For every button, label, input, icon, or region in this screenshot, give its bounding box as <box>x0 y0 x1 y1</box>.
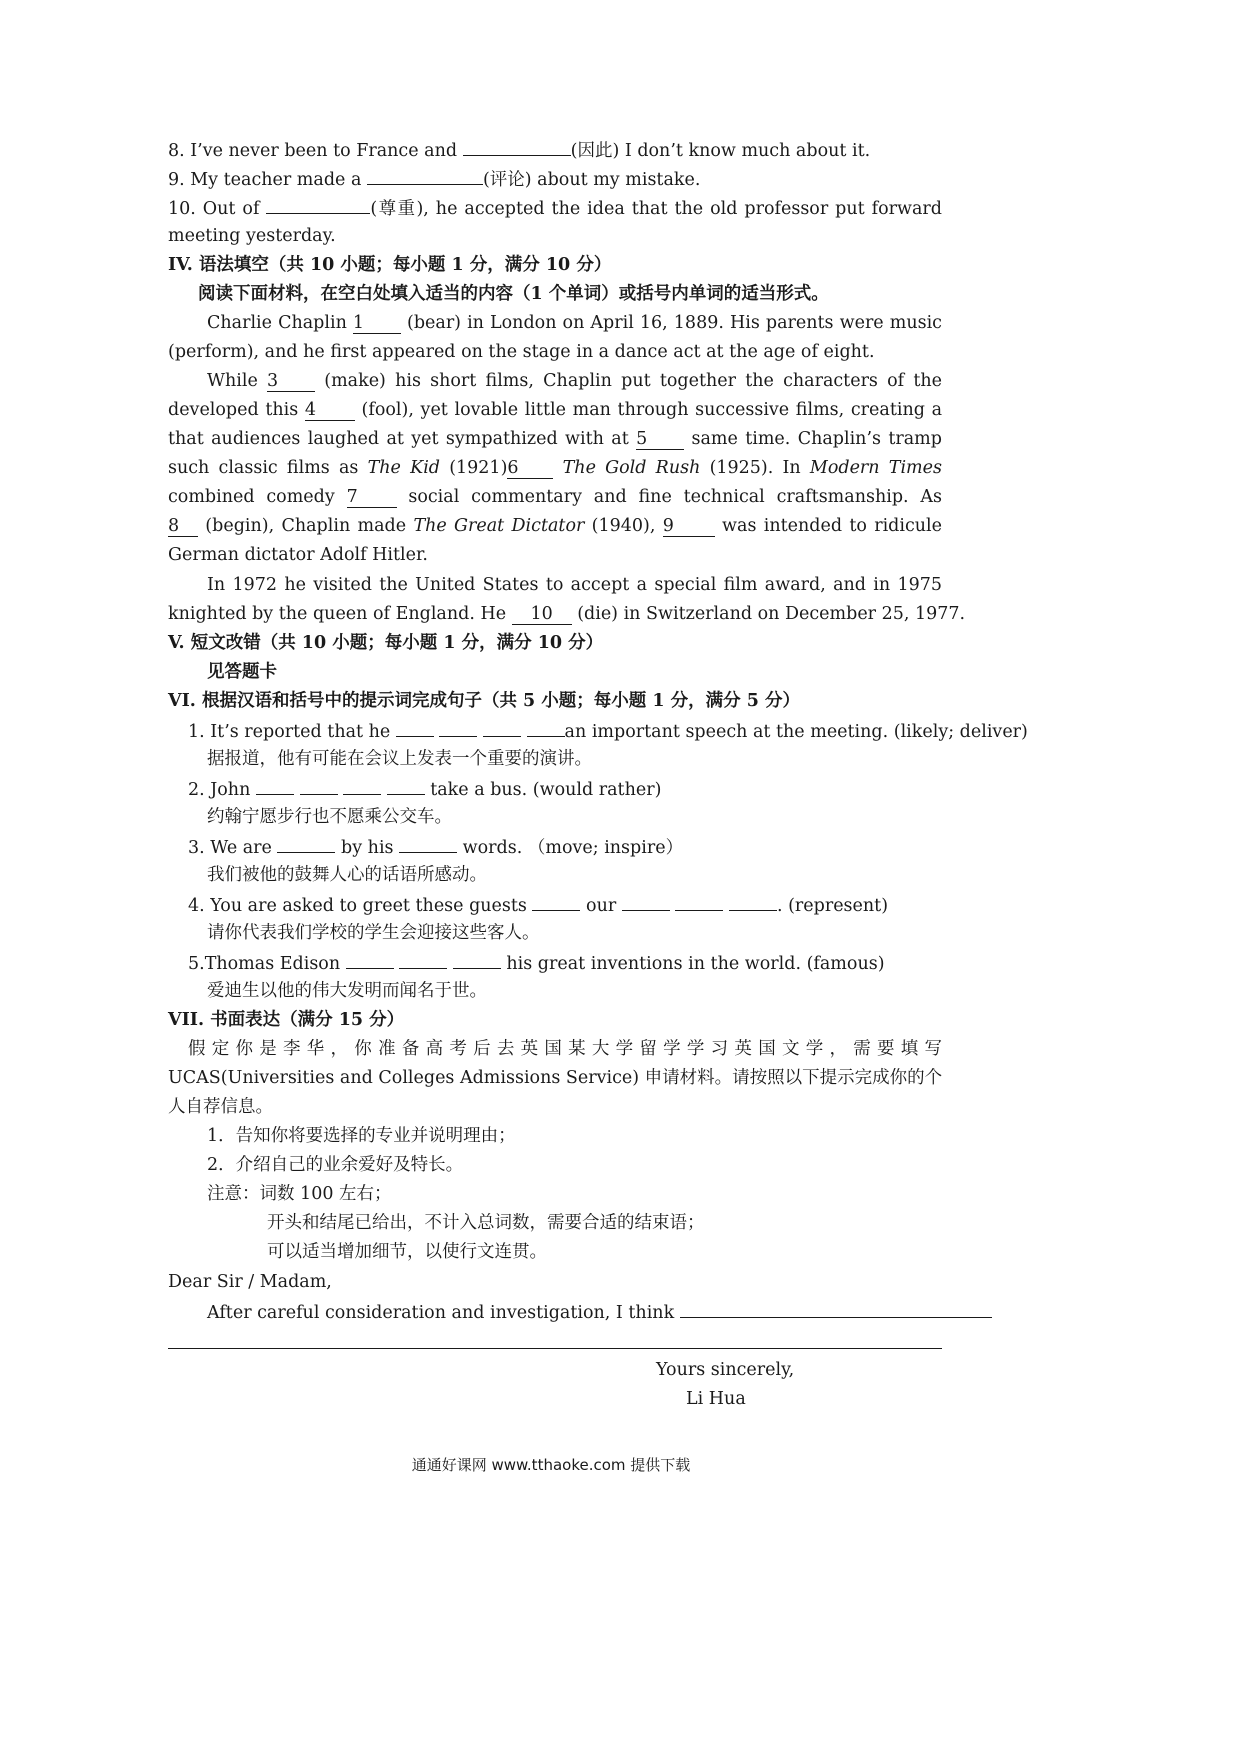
passage-text: (1940), <box>584 516 663 536</box>
sentence-text: our <box>580 896 622 916</box>
question-9-hint: (评论) about my mistake. <box>482 170 701 190</box>
answer-blank[interactable] <box>396 716 434 737</box>
sentence-text: 4. You are asked to greet these guests <box>188 896 533 916</box>
sentence-text: 2. John <box>188 780 256 800</box>
sentence-3-chinese: 我们被他的鼓舞人心的话语所感动。 <box>207 865 487 885</box>
sentence-3 <box>188 832 942 861</box>
sentence-1-chinese: 据报道，他有可能在会议上发表一个重要的演讲。 <box>207 749 592 769</box>
sentence-4 <box>188 890 942 919</box>
answer-blank[interactable] <box>256 774 294 795</box>
blank-9[interactable]: 9 <box>663 516 715 537</box>
passage-text: knighted by the queen of England. He <box>168 604 512 624</box>
section-7-heading: VII. 书面表达（满分 15 分） <box>168 1010 405 1030</box>
writing-point-2: 2．介绍自己的业余爱好及特长。 <box>207 1155 464 1175</box>
passage-text: (begin), Chaplin made <box>198 516 414 536</box>
writing-point-1: 1．告知你将要选择的专业并说明理由； <box>207 1126 516 1146</box>
blank-8[interactable]: 8 <box>168 516 198 537</box>
writing-prompt: 假定你是李华，你准备高考后去英国某大学留学学习英国文学，需要填写 <box>188 1039 942 1059</box>
passage-text: that audiences laughed at yet sympathized with at <box>168 429 637 449</box>
sentence-text: words. （move; inspire） <box>457 838 684 858</box>
question-10 <box>168 193 942 222</box>
passage-text: Charlie Chaplin <box>207 313 353 333</box>
answer-blank[interactable] <box>387 774 425 795</box>
passage-text: such classic films as <box>168 458 368 478</box>
question-9 <box>168 164 942 193</box>
answer-blank[interactable] <box>439 716 477 737</box>
sentence-text: by his <box>335 838 400 858</box>
question-10-continued: meeting yesterday. <box>168 226 336 246</box>
passage-text: was intended to ridicule <box>722 516 942 536</box>
writing-note: 注意：词数 100 左右； <box>207 1184 392 1204</box>
writing-line[interactable] <box>168 1348 942 1349</box>
answer-blank[interactable] <box>729 890 777 911</box>
sentence-text: 1. It’s reported that he <box>188 722 396 742</box>
film-title: The Great Dictator <box>413 516 585 536</box>
passage-line <box>168 425 942 454</box>
section-5-note: 见答题卡 <box>207 662 277 682</box>
sentence-text: 5.Thomas Edison <box>188 954 346 974</box>
blank-3[interactable]: 3 <box>267 371 315 392</box>
writing-prompt: 人自荐信息。 <box>168 1097 273 1117</box>
answer-blank[interactable] <box>343 774 381 795</box>
writing-note: 开头和结尾已给出，不计入总词数，需要合适的结束语； <box>267 1213 705 1233</box>
passage-line <box>168 483 942 512</box>
answer-blank[interactable] <box>300 774 338 795</box>
question-9-text: 9. My teacher made a <box>168 170 367 190</box>
writing-prompt: UCAS(Universities and Colleges Admissions Service) 申请材料。请按照以下提示完成你的个 <box>168 1068 943 1088</box>
passage-text: (1921) <box>440 458 508 478</box>
section-4-instruction: 阅读下面材料，在空白处填入适当的内容（1 个单词）或括号内单词的适当形式。 <box>198 284 829 304</box>
sentence-2 <box>188 774 942 803</box>
answer-blank[interactable] <box>346 948 394 969</box>
answer-blank[interactable] <box>532 890 580 911</box>
passage-text: (fool), yet lovable little man through successive films, creating a <box>361 400 942 420</box>
question-10-hint: (尊重), he accepted the idea that the old professor put forward <box>370 199 942 219</box>
answer-blank[interactable] <box>527 716 565 737</box>
letter-salutation: Dear Sir / Madam, <box>168 1272 332 1292</box>
section-5-heading: V. 短文改错（共 10 小题；每小题 1 分，满分 10 分） <box>168 633 604 653</box>
writing-note: 可以适当增加细节，以使行文连贯。 <box>267 1242 547 1262</box>
answer-blank[interactable] <box>277 832 335 853</box>
blank-7[interactable]: 7 <box>347 487 397 508</box>
writing-blank[interactable] <box>680 1297 992 1318</box>
passage-line: (perform), and he first appeared on the stage in a dance act at the age of eight. <box>168 342 875 362</box>
section-4-heading: IV. 语法填空（共 10 小题；每小题 1 分，满分 10 分） <box>168 255 612 275</box>
blank-10[interactable]: 10 <box>512 604 572 625</box>
film-title: The Kid <box>367 458 440 478</box>
passage-text: (bear) in London on April 16, 1889. His parents were music <box>406 313 942 333</box>
answer-blank[interactable] <box>367 164 483 185</box>
answer-blank[interactable] <box>622 890 670 911</box>
answer-blank[interactable] <box>463 135 571 156</box>
passage-line <box>207 367 942 396</box>
passage-line <box>168 600 966 629</box>
blank-1[interactable]: 1 <box>353 313 401 334</box>
passage-text: (1925). In <box>700 458 810 478</box>
passage-line <box>207 309 942 338</box>
passage-text: combined comedy <box>168 487 347 507</box>
answer-blank[interactable] <box>266 193 370 214</box>
answer-blank[interactable] <box>453 948 501 969</box>
question-8 <box>168 135 942 164</box>
blank-6[interactable]: 6 <box>507 458 553 479</box>
passage-text: While <box>207 371 268 391</box>
sentence-text: . (represent) <box>776 896 889 916</box>
letter-opening <box>207 1297 942 1326</box>
sentence-5 <box>188 948 942 977</box>
passage-line: In 1972 he visited the United States to accept a special film award, and in 1975 <box>207 575 942 595</box>
question-8-text: 8. I’ve never been to France and <box>168 141 463 161</box>
question-8-hint: (因此) I don’t know much about it. <box>570 141 871 161</box>
sentence-4-chinese: 请你代表我们学校的学生会迎接这些客人。 <box>207 923 540 943</box>
passage-text: (make) his short films, Chaplin put together the characters of the <box>324 371 942 391</box>
sentence-text: take a bus. (would rather) <box>424 780 662 800</box>
passage-text: developed this <box>168 400 305 420</box>
passage-line <box>168 396 942 425</box>
passage-text: (die) in Switzerland on December 25, 1977. <box>571 604 966 624</box>
blank-5[interactable]: 5 <box>636 429 684 450</box>
letter-signature: Li Hua <box>686 1389 746 1409</box>
sentence-text: 3. We are <box>188 838 278 858</box>
film-title: The Gold Rush <box>562 458 701 478</box>
answer-blank[interactable] <box>399 832 457 853</box>
passage-line <box>168 512 942 541</box>
sentence-2-chinese: 约翰宁愿步行也不愿乘公交车。 <box>207 807 452 827</box>
sentence-text: an important speech at the meeting. (likely; deliver) <box>564 722 1028 742</box>
sentence-5-chinese: 爱迪生以他的伟大发明而闻名于世。 <box>207 981 487 1001</box>
film-title: Modern Times <box>809 458 942 478</box>
sentence-text: his great inventions in the world. (famous) <box>500 954 885 974</box>
answer-blank[interactable] <box>675 890 723 911</box>
page-footer: 通通好课网 www.tthaoke.com 提供下载 <box>411 1456 691 1474</box>
section-6-heading: VI. 根据汉语和括号中的提示词完成句子（共 5 小题；每小题 1 分，满分 5 分） <box>168 691 801 711</box>
letter-text: After careful consideration and investigation, I think <box>207 1303 680 1323</box>
passage-line <box>168 454 942 483</box>
letter-closing: Yours sincerely, <box>656 1360 795 1380</box>
sentence-1 <box>188 716 1028 745</box>
passage-text: same time. Chaplin’s tramp <box>691 429 942 449</box>
passage-text: social commentary and fine technical craftsmanship. As <box>408 487 942 507</box>
answer-blank[interactable] <box>483 716 521 737</box>
answer-blank[interactable] <box>399 948 447 969</box>
blank-4[interactable]: 4 <box>305 400 355 421</box>
question-10-text: 10. Out of <box>168 199 267 219</box>
passage-line: German dictator Adolf Hitler. <box>168 545 428 565</box>
